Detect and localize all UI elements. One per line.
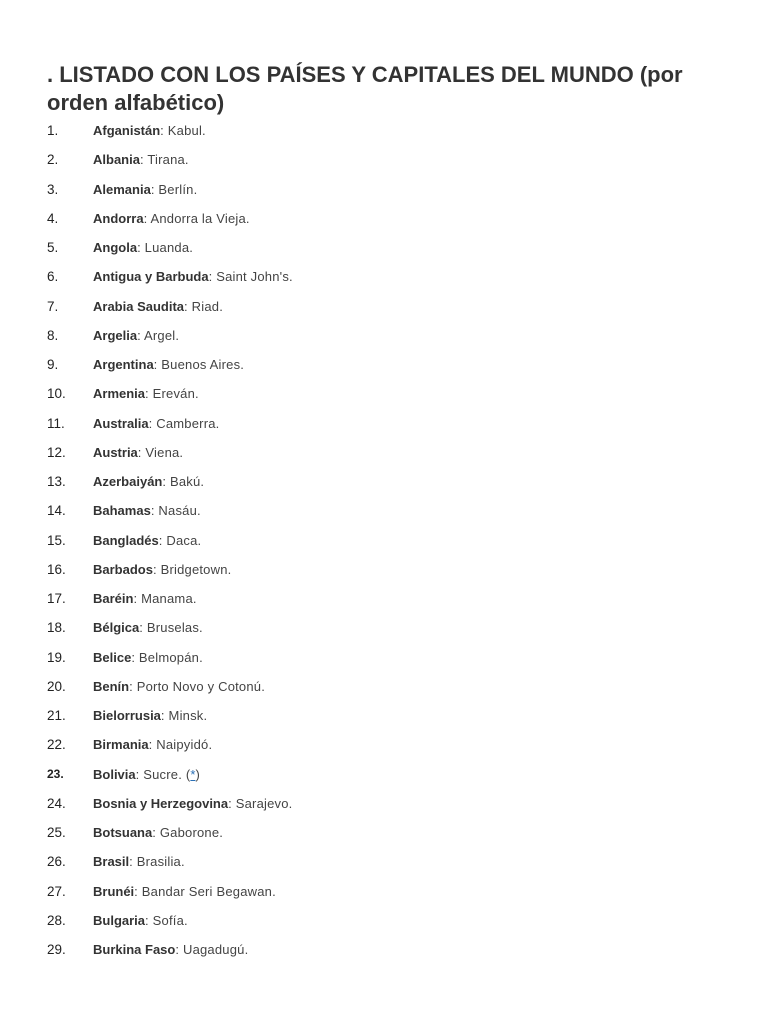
country-name: Bahamas xyxy=(93,503,151,519)
country-name: Bolivia xyxy=(93,766,136,782)
item-number: 4. xyxy=(47,210,59,226)
capital-name: : Uagadugú. xyxy=(175,942,249,957)
country-name: Bielorrusia xyxy=(93,708,161,723)
country-name: Barbados xyxy=(93,561,153,577)
item-entry xyxy=(93,555,231,584)
country-name: Argentina xyxy=(93,357,154,372)
capital-name: : Ereván. xyxy=(145,386,199,402)
list-item xyxy=(0,701,768,730)
capital-name: : Minsk. xyxy=(160,708,208,723)
item-entry xyxy=(93,350,244,379)
capital-name: : Nasáu. xyxy=(150,503,201,519)
item-number: 7. xyxy=(47,298,59,314)
item-number: 25. xyxy=(47,825,66,840)
capital-name: : Saint John's. xyxy=(208,269,293,285)
capital-name: : Sucre. ( xyxy=(135,766,191,782)
country-name: Arabia Saudita xyxy=(93,298,185,314)
capital-name: : Andorra la Vieja. xyxy=(143,210,250,226)
item-number: 1. xyxy=(47,123,59,138)
item-number: 13. xyxy=(47,474,66,489)
country-name: Alemania xyxy=(93,181,151,197)
closing-paren: ) xyxy=(195,766,200,782)
capital-name: : Manama. xyxy=(133,591,197,606)
country-name: Botsuana xyxy=(93,825,153,840)
capital-name: : Tirana. xyxy=(139,152,189,168)
capital-name: : Buenos Aires. xyxy=(153,357,245,372)
item-entry xyxy=(93,877,276,906)
item-entry xyxy=(93,701,207,730)
capital-name: : Belmopán. xyxy=(131,649,203,665)
capital-name: : Bandar Seri Begawan. xyxy=(134,883,276,899)
list-item xyxy=(0,613,768,642)
country-name: Argelia xyxy=(93,327,138,343)
capital-name: : Porto Novo y Cotonú. xyxy=(129,678,266,694)
item-entry xyxy=(93,467,204,496)
list-item xyxy=(0,847,768,876)
item-number: 2. xyxy=(47,152,59,168)
item-entry xyxy=(93,116,206,145)
item-entry xyxy=(93,672,265,701)
capital-name: : Sarajevo. xyxy=(228,795,293,811)
country-name: Birmania xyxy=(93,737,149,753)
list-item xyxy=(0,204,768,233)
list-item xyxy=(0,760,768,789)
item-entry xyxy=(93,496,201,525)
list-item xyxy=(0,116,768,145)
country-name: Armenia xyxy=(93,386,146,402)
country-name: Bulgaria xyxy=(93,912,146,928)
item-entry xyxy=(93,613,203,642)
country-name: Belice xyxy=(93,649,132,665)
country-name: Afganistán xyxy=(93,123,161,138)
item-number: 17. xyxy=(47,591,66,606)
list-item xyxy=(0,555,768,584)
list-item xyxy=(0,643,768,672)
item-entry xyxy=(93,643,203,672)
item-number: 26. xyxy=(47,854,66,870)
item-entry xyxy=(93,321,179,350)
item-entry xyxy=(93,906,188,935)
item-entry xyxy=(93,789,292,818)
item-number: 16. xyxy=(47,561,66,577)
item-number: 14. xyxy=(47,503,66,519)
list-item xyxy=(0,350,768,379)
item-number: 21. xyxy=(47,708,66,723)
item-number: 28. xyxy=(47,912,66,928)
item-number: 20. xyxy=(47,678,66,694)
item-number: 24. xyxy=(47,795,66,811)
list-item xyxy=(0,292,768,321)
item-entry xyxy=(93,145,189,174)
item-entry xyxy=(93,379,199,408)
item-number: 9. xyxy=(47,357,59,372)
capital-name: : Luanda. xyxy=(137,240,194,255)
list-item xyxy=(0,526,768,555)
list-item xyxy=(0,379,768,408)
list-item xyxy=(0,496,768,525)
footnote-link[interactable]: * xyxy=(190,766,196,782)
capital-name: : Viena. xyxy=(137,444,184,460)
country-name: Antigua y Barbuda xyxy=(93,269,209,285)
item-number: 29. xyxy=(47,942,66,957)
item-entry xyxy=(93,175,197,204)
page-title: . LISTADO CON LOS PAÍSES Y CAPITALES DEL MUNDO (por orden alfabético) xyxy=(47,62,683,115)
item-entry xyxy=(93,292,223,321)
item-number: 15. xyxy=(47,532,66,548)
item-entry xyxy=(93,526,201,555)
country-name: Andorra xyxy=(93,210,144,226)
list-item xyxy=(0,467,768,496)
item-entry xyxy=(93,233,193,262)
country-name: Angola xyxy=(93,240,138,255)
item-number: 19. xyxy=(47,649,66,665)
list-item xyxy=(0,321,768,350)
item-number: 3. xyxy=(47,181,59,197)
capital-name: : Daca. xyxy=(158,532,202,548)
capital-name: : Riad. xyxy=(184,298,224,314)
list-item xyxy=(0,818,768,847)
capital-name: : Gaborone. xyxy=(152,825,224,840)
country-name: Australia xyxy=(93,415,149,431)
list-item xyxy=(0,145,768,174)
item-number: 23. xyxy=(47,766,64,781)
list-item xyxy=(0,906,768,935)
country-name: Bélgica xyxy=(93,620,140,636)
country-name: Albania xyxy=(93,152,140,168)
list-item xyxy=(0,672,768,701)
item-number: 6. xyxy=(47,269,59,285)
capital-name: : Brasilia. xyxy=(129,854,185,870)
item-entry xyxy=(93,409,219,438)
item-entry xyxy=(93,818,223,847)
country-name: Bosnia y Herzegovina xyxy=(93,795,229,811)
country-name: Brunéi xyxy=(93,883,135,899)
capital-name: : Camberra. xyxy=(148,415,220,431)
item-number: 10. xyxy=(47,386,66,402)
capital-name: : Bakú. xyxy=(162,474,205,489)
list-item xyxy=(0,438,768,467)
list-item xyxy=(0,262,768,291)
item-entry xyxy=(93,204,250,233)
item-entry xyxy=(93,935,248,964)
list-item xyxy=(0,789,768,818)
list-item xyxy=(0,935,768,964)
item-number: 27. xyxy=(47,883,66,899)
country-name: Azerbaiyán xyxy=(93,474,163,489)
item-number: 11. xyxy=(47,415,65,431)
list-item xyxy=(0,584,768,613)
capital-name: : Sofía. xyxy=(145,912,188,928)
country-name: Austria xyxy=(93,444,138,460)
item-entry xyxy=(93,584,197,613)
country-name: Baréin xyxy=(93,591,134,606)
capital-name: : Argel. xyxy=(137,327,180,343)
list-item xyxy=(0,877,768,906)
item-entry xyxy=(93,438,183,467)
item-number: 8. xyxy=(47,327,59,343)
country-name: Burkina Faso xyxy=(93,942,176,957)
capital-name: : Bridgetown. xyxy=(152,561,232,577)
capital-name: : Kabul. xyxy=(160,123,206,138)
country-list xyxy=(0,116,768,964)
country-name: Bangladés xyxy=(93,532,159,548)
list-item xyxy=(0,175,768,204)
capital-name: : Naipyidó. xyxy=(148,737,213,753)
item-number: 12. xyxy=(47,444,66,460)
list-item xyxy=(0,409,768,438)
country-name: Benín xyxy=(93,678,130,694)
item-entry xyxy=(93,847,185,876)
item-entry xyxy=(93,760,200,789)
list-item xyxy=(0,233,768,262)
item-entry xyxy=(93,262,293,291)
item-number: 5. xyxy=(47,240,59,255)
item-number: 18. xyxy=(47,620,66,636)
country-name: Brasil xyxy=(93,854,130,870)
item-entry xyxy=(93,730,212,759)
capital-name: : Bruselas. xyxy=(139,620,203,636)
item-number: 22. xyxy=(47,737,66,753)
list-item xyxy=(0,730,768,759)
capital-name: : Berlín. xyxy=(150,181,198,197)
